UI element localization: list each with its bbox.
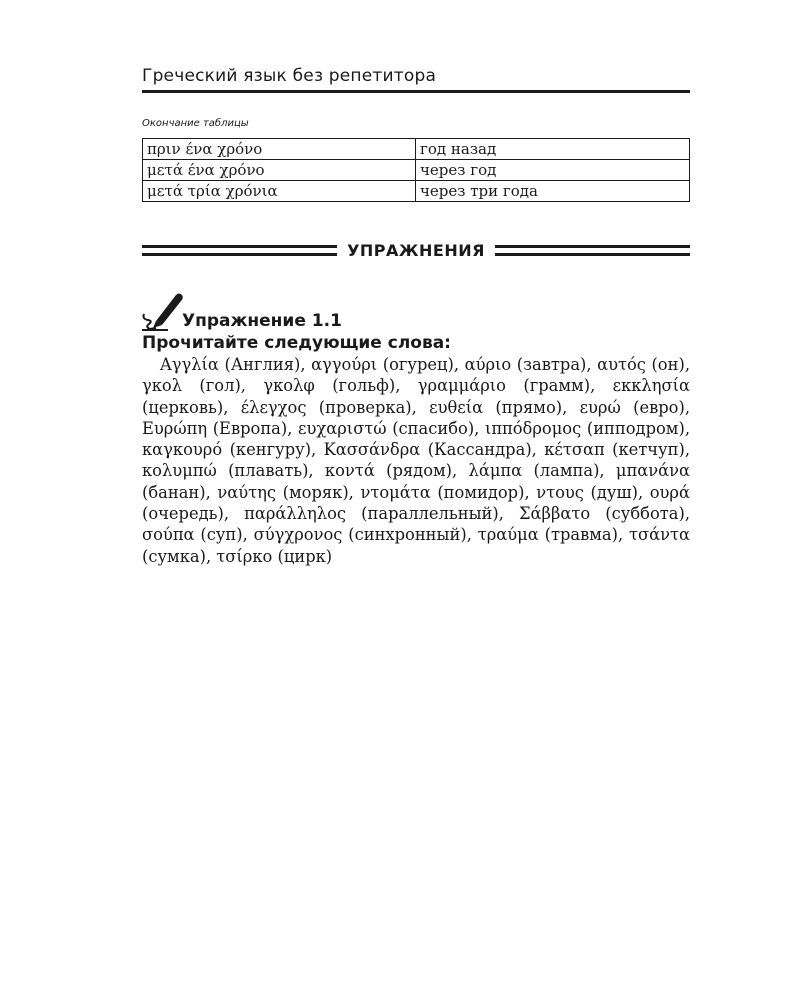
exercise-instruction: Прочитайте следующие слова: bbox=[142, 333, 451, 353]
table-row bbox=[143, 160, 690, 181]
russian-cell: год назад bbox=[416, 139, 690, 160]
header-rule bbox=[142, 90, 690, 93]
greek-cell: πριν ένα χρόνο bbox=[143, 139, 416, 160]
banner-rule-right bbox=[495, 245, 690, 256]
running-header: Греческий язык без репетитора bbox=[142, 66, 437, 86]
exercise-body: Αγγλία (Англия), αγγούρι (огурец), αύριο (завтра), αυτός (он), γκολ (гол), γκολφ (гольф), γραμμάριο (грамм), εκκλησία (церковь), έλεγχος (проверка), ευθεία (прямо), ευρώ (евро), Ευρώπη (Европа), ευχαριστώ (спасибо), ιππόδρομος (ипподром), καγκουρό (кенгуру), Κασσάνδρα (Кассандра), κέτσαπ (кетчуп), κολυμπώ (плавать), κοντά (рядом), λάμπα (лампа), μπανάνα (банан), ναύτης (моряк), ντομάτα (помидор), ντους (душ), ουρά (очередь), παράλληλος (параллельный), Σάββατο (суббота), σούπα (суп), σύγχρονος (синхронный), τραύμα (травма), τσάντα (сумка), τσίρκο (цирк) bbox=[142, 355, 690, 566]
table-row bbox=[143, 181, 690, 202]
vocabulary-table bbox=[142, 138, 690, 202]
exercise-heading bbox=[140, 290, 342, 332]
russian-cell: через три года bbox=[416, 181, 690, 202]
exercise-title: Упражнение 1.1 bbox=[182, 311, 342, 331]
table-row bbox=[143, 139, 690, 160]
section-banner bbox=[142, 238, 690, 262]
banner-rule-left bbox=[142, 245, 337, 256]
section-title: УПРАЖНЕНИЯ bbox=[347, 240, 485, 260]
table-caption: Окончание таблицы bbox=[142, 118, 249, 129]
greek-cell: μετά τρία χρόνια bbox=[143, 181, 416, 202]
russian-cell: через год bbox=[416, 160, 690, 181]
pen-writing-icon bbox=[140, 290, 184, 332]
greek-cell: μετά ένα χρόνο bbox=[143, 160, 416, 181]
